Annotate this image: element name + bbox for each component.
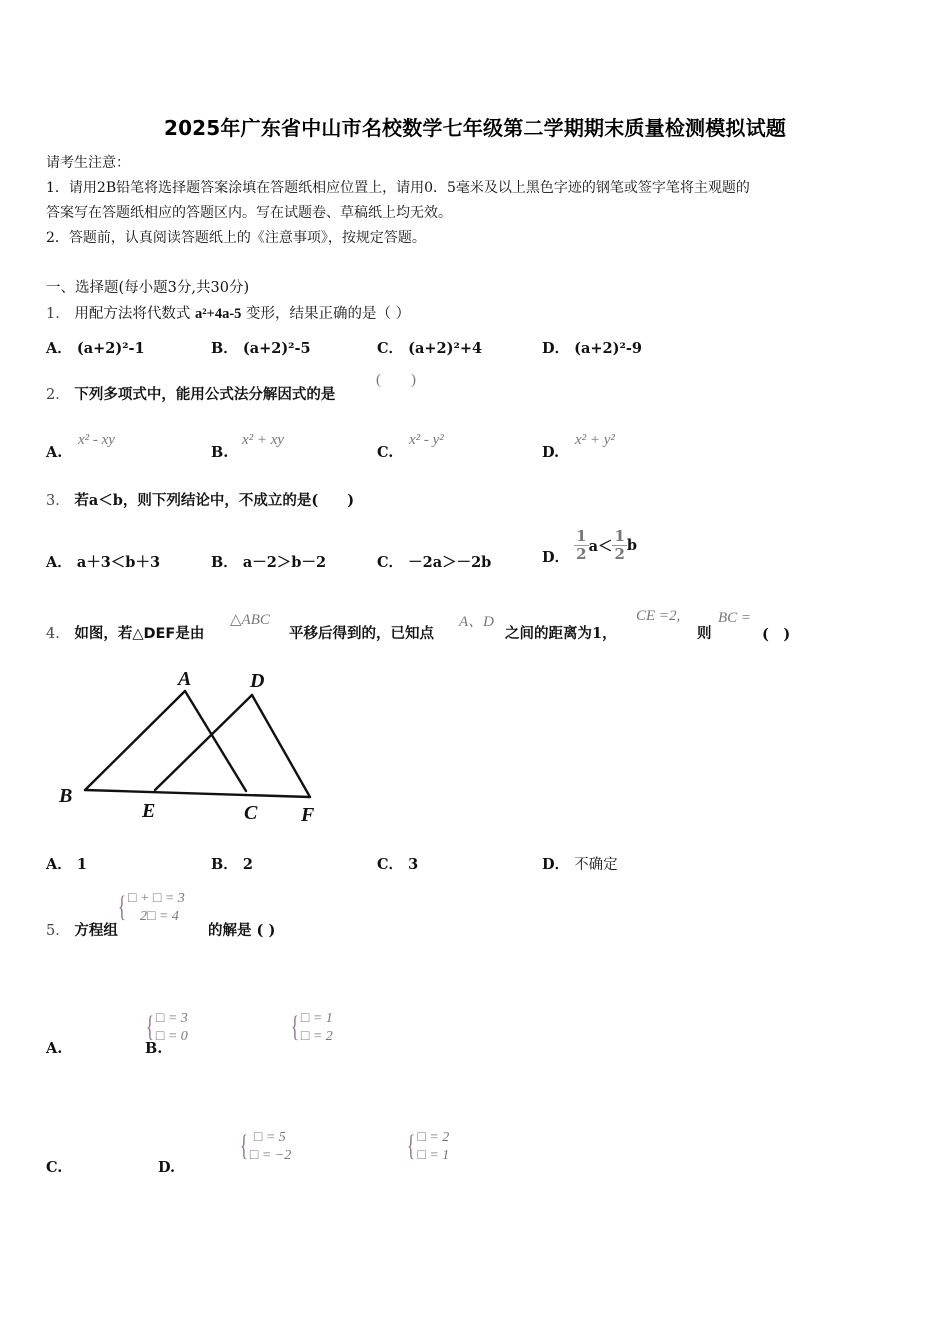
option-text: 3 [408,856,419,873]
question-3-option-d[interactable] [542,524,637,567]
option-label: A. [46,444,63,461]
option-label: C． [377,856,404,873]
option-text: －2a＞－2b [408,554,492,571]
option-label: D． [542,340,570,357]
question-2-option-d[interactable] [542,444,559,461]
question-4-option-a[interactable] [46,853,87,874]
option-d-system [407,1129,449,1165]
option-text: (a+2)²-5 [242,340,311,357]
option-text: 不确定 [574,857,618,873]
option-label: B． [211,554,238,571]
question-5-option-b[interactable] [145,1040,162,1057]
option-label: B． [211,340,238,357]
option-text: a＜ [588,538,613,555]
option-label: A． [46,856,72,873]
question-5-option-a[interactable] [46,1040,62,1057]
question-4-option-b[interactable] [211,853,253,874]
option-label: C. [377,444,394,461]
brace-icon: { [407,1129,416,1162]
stem-text: 变形，结果正确的是（ ） [246,306,411,322]
label-a: A [178,668,192,690]
question-2-option-b-math: x² + xy [242,432,285,448]
question-1-stem [46,302,410,323]
equation-row: □ = 2 [417,1130,450,1145]
option-label: B． [211,856,238,873]
question-3-option-b[interactable] [211,551,326,572]
stem-text: 用配方法将代数式 [74,306,191,322]
notice-heading: 请考生注意： [46,155,130,171]
brace-icon: { [145,1010,154,1043]
option-text: 1 [76,856,87,873]
question-3-option-a[interactable] [46,551,160,572]
question-5-option-c[interactable] [46,1159,62,1176]
stem-text: 如图，若△DEF是由 [74,626,205,642]
equation-row: □ = 0 [155,1029,188,1044]
stem-text: 下列多项式中，能用公式法分解因式的是 [74,386,336,403]
label-d: D [250,670,265,692]
notice-line-1: 1．请用2B铅笔将选择题答案涂填在答题纸相应位置上，请用0．5毫米及以上黑色字迹的钢笔或签字笔将主观题的 [46,180,750,196]
option-b-system [291,1010,333,1046]
question-1-option-b[interactable] [211,337,311,358]
question-3-option-c[interactable] [377,551,491,572]
triangle-abc-math: △ABC [230,612,270,628]
points-ad-math: A、D [459,614,494,630]
question-1-option-a[interactable] [46,337,145,358]
ce-equals-math: CE =2, [636,608,681,624]
option-text: (a+2)²-9 [574,340,642,357]
notice-line-3: 2．答题前，认真阅读答题纸上的《注意事项》，按规定答题。 [46,230,426,246]
question-number: 5． [46,923,70,939]
document-title: 2025年广东省中山市名校数学七年级第二学期期末质量检测模拟试题 [163,116,787,140]
stem-text: 的解是 ( ) [208,922,276,939]
option-label: A． [46,554,72,571]
question-5-option-d[interactable] [158,1159,175,1176]
option-label: C． [377,340,404,357]
label-b: B [59,785,73,807]
question-2-option-c[interactable] [377,444,393,461]
option-label: A. [46,1040,63,1057]
question-4-stem [46,622,204,643]
fraction-one-half: $\frac{1}{2}$ [614,527,625,563]
brace-icon: { [118,890,126,923]
option-label: A． [46,340,72,357]
section-heading: 一、选择题(每小题3分,共30分) [46,280,250,296]
equation-row: □ = 1 [417,1148,450,1163]
equation-row-2: 2□ = 4 [140,909,179,924]
option-label: B. [145,1040,163,1057]
option-text: 2 [242,856,253,873]
equation-row: □ = 1 [300,1011,333,1026]
question-2-option-a-math: x² - xy [78,432,115,448]
label-e: E [142,800,156,822]
question-2-option-d-math: x² + y² [575,432,615,448]
label-c: C [244,802,258,824]
brace-icon: { [239,1129,248,1162]
option-text: b [626,537,638,554]
equation-row-1: □ + □ = 3 [128,891,185,906]
option-c-system [240,1129,291,1165]
fraction-one-half: $\frac{1}{2}$ [576,527,587,563]
option-text: (a+2)²-1 [76,340,145,357]
stem-math: a²+4a-5 [194,306,242,322]
answer-paren: ( ) [762,626,791,643]
question-5-stem [46,919,118,940]
option-label: C. [46,1159,63,1176]
stem-text: 之间的距离为1， [505,625,617,642]
option-label: D. [158,1159,176,1176]
bc-equals-math: BC = [718,610,752,626]
brace-icon: { [290,1010,299,1043]
question-3-stem [46,489,354,510]
triangle-translation-figure [50,660,330,830]
equation-system [118,890,185,926]
question-4-option-c[interactable] [377,853,418,874]
option-label: D． [542,549,570,566]
option-label: D． [542,856,570,873]
question-1-option-c[interactable] [377,337,482,358]
option-text: (a+2)²+4 [408,340,483,357]
equation-row: □ = 5 [253,1130,286,1145]
question-2-option-c-math: x² - y² [409,432,444,448]
label-f: F [301,804,315,826]
stem-text: 则 [697,625,712,642]
option-label: B. [211,444,229,461]
equation-row: □ = 2 [300,1029,333,1044]
question-2-option-a[interactable] [46,444,62,461]
question-number: 2． [46,387,70,403]
question-2-paren: ( ) [376,372,416,388]
equation-row: □ = 3 [155,1011,188,1026]
equation-row: □ = −2 [249,1148,292,1163]
option-text: a－2＞b－2 [242,554,327,571]
question-2-option-b[interactable] [211,444,228,461]
option-label: C． [377,554,404,571]
question-2-stem [46,383,335,404]
option-text: a＋3＜b＋3 [76,554,161,571]
question-4-option-d[interactable] [542,853,618,874]
question-1-option-d[interactable] [542,337,642,358]
stem-text: 方程组 [74,922,118,939]
stem-text: 若a＜b，则下列结论中，不成立的是( ) [74,492,355,509]
notice-line-2: 答案写在答题纸相应的答题区内。写在试题卷、草稿纸上均无效。 [46,205,452,221]
stem-text: 平移后得到的，已知点 [289,625,434,642]
question-number: 3． [46,493,70,509]
question-number: 4． [46,626,70,642]
option-label: D. [542,444,560,461]
question-number: 1． [46,306,70,322]
